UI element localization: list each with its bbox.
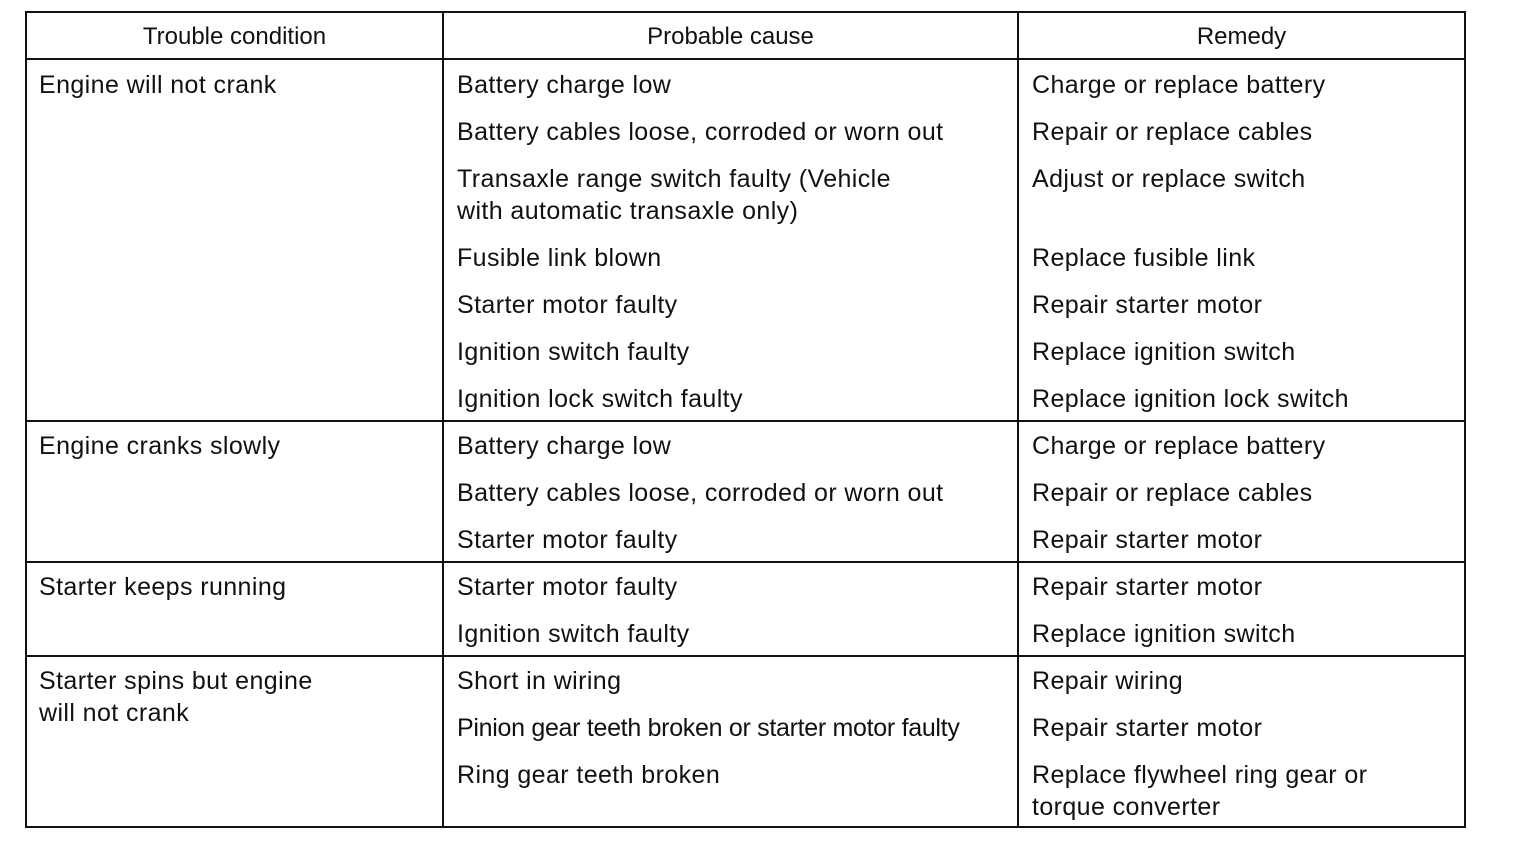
probable-cause: Ring gear teeth broken bbox=[457, 761, 721, 789]
probable-cause: Transaxle range switch faulty (Vehicle bbox=[457, 165, 891, 193]
troubleshooting-table bbox=[25, 11, 1466, 828]
trouble-condition-continued: will not crank bbox=[39, 699, 190, 727]
probable-cause: Ignition switch faulty bbox=[457, 338, 690, 366]
probable-cause-continued: with automatic transaxle only) bbox=[457, 197, 799, 225]
remedy: Charge or replace battery bbox=[1032, 71, 1326, 99]
probable-cause: Battery cables loose, corroded or worn out bbox=[457, 479, 944, 507]
header-probable-cause: Probable cause bbox=[647, 23, 814, 50]
probable-cause: Starter motor faulty bbox=[457, 573, 678, 601]
header-remedy: Remedy bbox=[1196, 23, 1287, 50]
remedy: Repair wiring bbox=[1032, 667, 1184, 695]
group-divider bbox=[27, 420, 1464, 422]
probable-cause: Starter motor faulty bbox=[457, 291, 678, 319]
remedy-continued: torque converter bbox=[1032, 793, 1221, 821]
remedy: Charge or replace battery bbox=[1032, 432, 1326, 460]
probable-cause: Pinion gear teeth broken or starter motor faulty bbox=[457, 714, 960, 742]
remedy: Replace ignition switch bbox=[1032, 338, 1296, 366]
trouble-condition: Engine will not crank bbox=[39, 71, 277, 99]
remedy: Repair or replace cables bbox=[1032, 479, 1313, 507]
remedy: Repair starter motor bbox=[1032, 714, 1263, 742]
group-divider bbox=[27, 561, 1464, 563]
remedy: Replace ignition lock switch bbox=[1032, 385, 1349, 413]
group-divider bbox=[27, 655, 1464, 657]
probable-cause: Fusible link blown bbox=[457, 244, 662, 272]
probable-cause: Battery cables loose, corroded or worn out bbox=[457, 118, 944, 146]
remedy: Repair starter motor bbox=[1032, 291, 1263, 319]
trouble-condition: Starter spins but engine bbox=[39, 667, 313, 695]
header-divider bbox=[27, 58, 1464, 60]
probable-cause: Battery charge low bbox=[457, 71, 672, 99]
trouble-condition: Engine cranks slowly bbox=[39, 432, 281, 460]
probable-cause: Battery charge low bbox=[457, 432, 672, 460]
remedy: Repair starter motor bbox=[1032, 573, 1263, 601]
remedy: Repair starter motor bbox=[1032, 526, 1263, 554]
probable-cause: Ignition switch faulty bbox=[457, 620, 690, 648]
header-trouble-condition: Trouble condition bbox=[142, 23, 327, 50]
remedy: Replace flywheel ring gear or bbox=[1032, 761, 1368, 789]
remedy: Replace fusible link bbox=[1032, 244, 1256, 272]
remedy: Adjust or replace switch bbox=[1032, 165, 1306, 193]
trouble-condition: Starter keeps running bbox=[39, 573, 287, 601]
remedy: Replace ignition switch bbox=[1032, 620, 1296, 648]
probable-cause: Starter motor faulty bbox=[457, 526, 678, 554]
probable-cause: Ignition lock switch faulty bbox=[457, 385, 743, 413]
probable-cause: Short in wiring bbox=[457, 667, 622, 695]
remedy: Repair or replace cables bbox=[1032, 118, 1313, 146]
